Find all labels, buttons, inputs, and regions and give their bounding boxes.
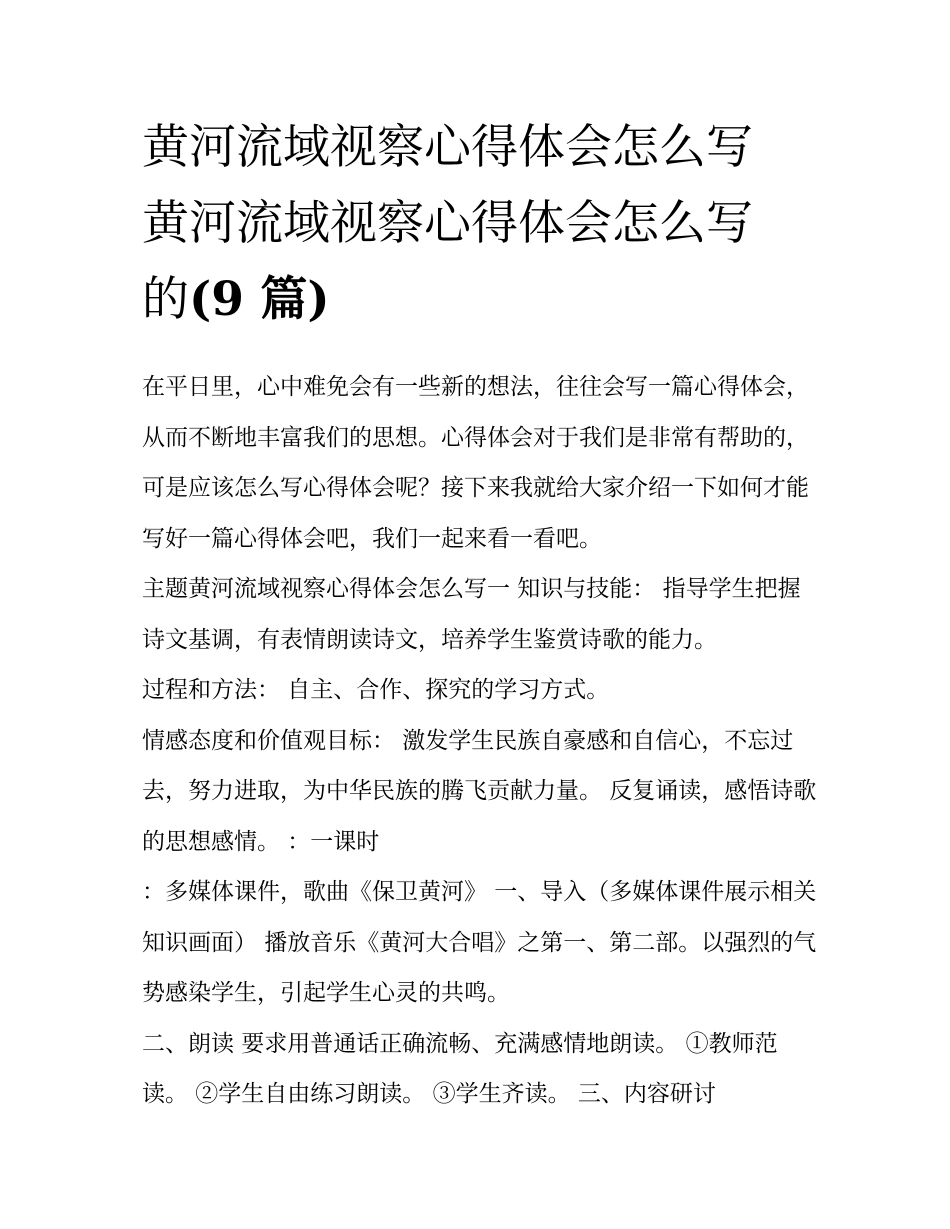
title-line-2: 黄河流域视察心得体会怎么写 bbox=[142, 196, 753, 251]
title-article-count: (9 bbox=[189, 272, 244, 327]
intro-paragraph: 在平日里，心中难免会有一些新的想法，往往会写一篇心得体会，从而不断地丰富我们的思想。心得体会对于我们是非常有帮助的，可是应该怎么写心得体会呢？接下来我就给大家介绍一下如何才能写好一篇心得体会吧，我们一起来看一看吧。 bbox=[142, 374, 809, 552]
document-page bbox=[142, 110, 822, 1120]
emotion-values-paragraph: 情感态度和价值观目标： 激发学生民族自豪感和自信心，不忘过去，努力进取，为中华民族的腾飞贡献力量。 反复诵读，感悟诗歌的思想感情。 ：一课时 bbox=[142, 727, 817, 855]
document-body bbox=[142, 362, 822, 1120]
document-title bbox=[142, 110, 822, 338]
title-line-3-prefix: 的 bbox=[142, 272, 189, 327]
media-intro-paragraph: ：多媒体课件，歌曲《保卫黄河》 一、导入（多媒体课件展示相关知识画面） 播放音乐《黄河大合唱》之第一、第二部。以强烈的气势感染学生，引起学生心灵的共鸣。 bbox=[142, 879, 817, 1006]
knowledge-skills-paragraph: 主题黄河流域视察心得体会怎么写一 知识与技能： 指导学生把握诗文基调，有表情朗读诗文，培养学生鉴赏诗歌的能力。 bbox=[142, 576, 801, 653]
process-method-paragraph: 过程和方法： 自主、合作、探究的学习方式。 bbox=[142, 677, 610, 703]
title-line-3-suffix: 篇) bbox=[243, 272, 330, 327]
title-line-1: 黄河流域视察心得体会怎么写 bbox=[142, 120, 753, 175]
reading-paragraph: 二、朗读 要求用普通话正确流畅、充满感情地朗读。 ①教师范读。 ②学生自由练习朗读。 ③学生齐读。 三、内容研讨 bbox=[142, 1030, 778, 1107]
